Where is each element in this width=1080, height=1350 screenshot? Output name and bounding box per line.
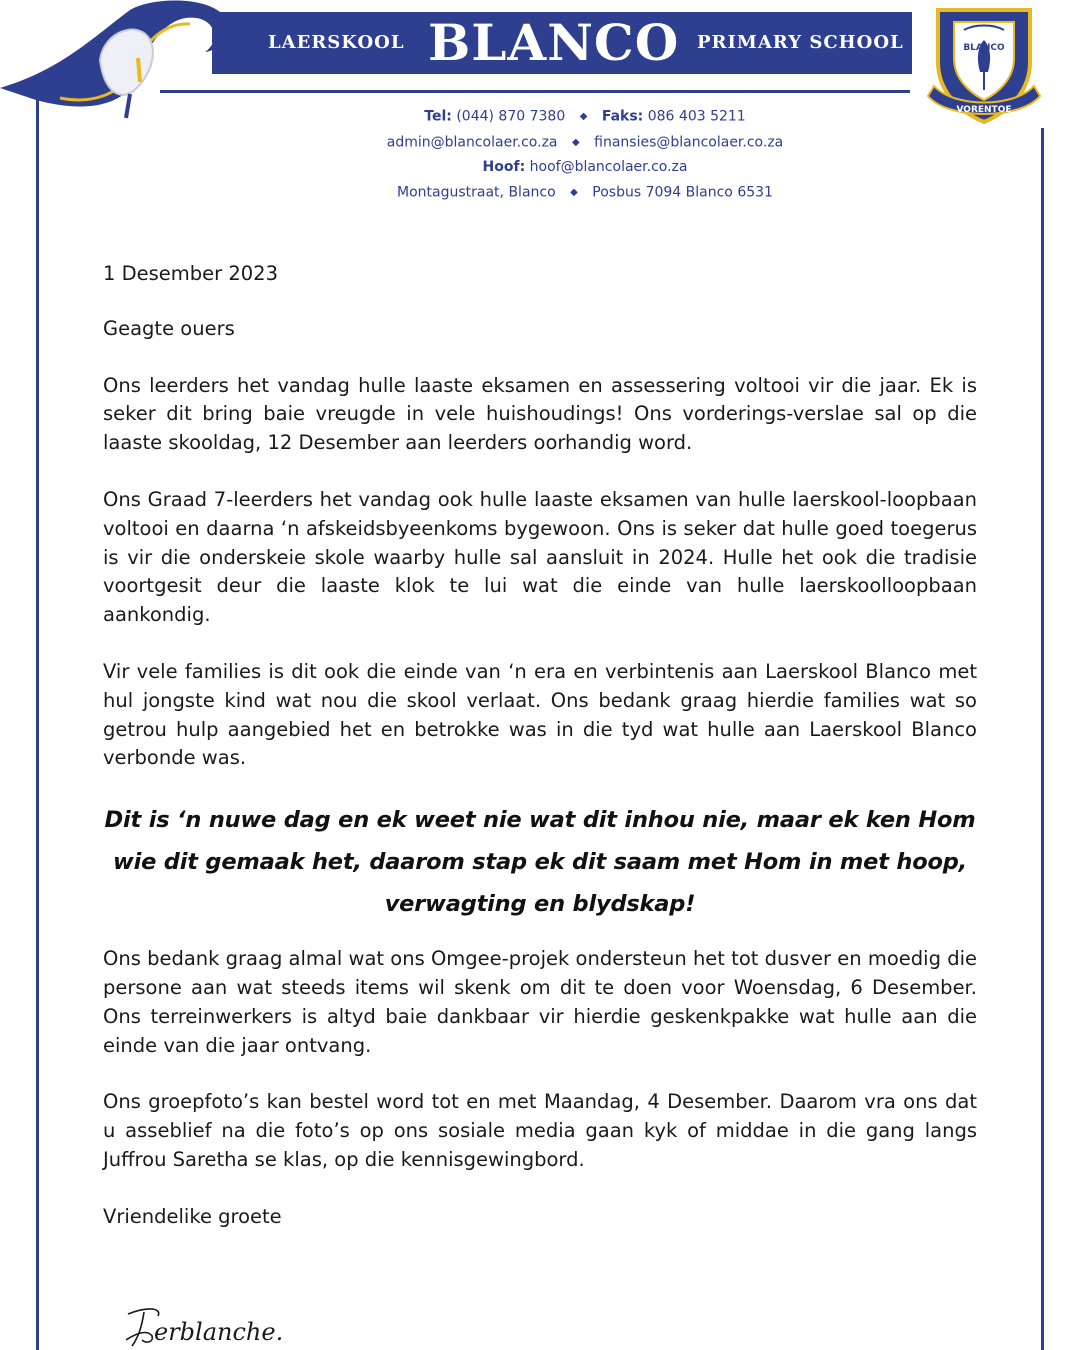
diamond-separator-icon: ◆ [571,136,580,148]
fax-number: 086 403 5211 [647,108,746,125]
paragraph-2: Ons Graad 7-leerders het vandag ook hulle laaste eksamen van hulle laerskool-loopbaan voltooi en daarna ‘n afskeidsbyeenkoms bygewoon. Ons is seker dat hulle goed toegerus is vir die onderskeie skole waarby hulle sal aansluit in 2024. Hulle het ook die tradisie voortgesit deur die laaste klok te lui wat die einde van hulle laerskoolloopbaan aankondig. [103,487,977,627]
letter-salutation: Geagte ouers [103,316,235,340]
header-right-label: PRIMARY SCHOOL [697,32,904,53]
header-banner [212,12,912,74]
letter-closing: Vriendelike groete [103,1204,282,1228]
contact-head-row [300,155,870,180]
paragraph-3: Vir vele families is dit ook die einde van ‘n era en verbintenis aan Laerskool Blanco met hul jongste kind wat nou die skool verlaat. Ons bedank graag hierdie families wat so getrou hulp aangebied het en betrokke was in die tyd wat hulle aan Laerskool Blanco verbonde was. [103,659,977,770]
paragraph-1: Ons leerders het vandag hulle laaste eksamen en assessering voltooi vir die jaar. Ek is seker dit bring baie vreugde in vele huishoudings! Ons vorderings-verslae sal op die laaste skooldag, 12 Desember aan leerders oorhandig word. [103,373,977,455]
diamond-separator-icon: ◆ [579,111,588,122]
finance-email[interactable]: finansies@blancolaer.co.za [594,134,784,150]
frame-right-line [1041,128,1044,1350]
paragraph-4: Ons bedank graag almal wat ons Omgee-projek ondersteun het tot dusver en moedig die persone aan wat steeds items wil skenk om dit te doen voor Woensdag, 6 Desember. Ons terreinwerkers is altyd baie dankbaar vir hierdie geskenkpakke wat hulle aan die einde van die jaar ontvang. [103,947,977,1057]
crest-motto: VORENTOE [956,105,1012,115]
school-name: BLANCO [428,13,680,72]
letter-date: 1 Desember 2023 [103,262,278,285]
diamond-separator-icon: ◆ [570,187,578,198]
tel-label: Tel: [424,108,452,125]
header-left-label: LAERSKOOL [268,32,405,53]
inspirational-quote: Dit is ‘n nuwe dag en ek weet nie wat dit inhou nie, maar ek ken Hom wie dit gemaak het, daarom stap ek dit saam met Hom in met hoop, verwagting en blydskap! [104,807,976,918]
svg-text:erblanche.: erblanche. [154,1318,284,1346]
letter-body [103,260,977,1232]
admin-email[interactable]: admin@blancolaer.co.za [386,134,558,150]
postal-address: Posbus 7094 Blanco 6531 [592,184,773,201]
contact-block [300,104,870,206]
contact-phone-row [300,104,870,130]
tel-number: (044) 870 7380 [456,108,566,125]
head-label: Hoof: [482,159,526,175]
frame-left-line [36,80,39,1350]
crest-top-text: BLANCO [963,43,1005,53]
school-crest [918,0,1050,132]
handwritten-signature [118,1296,298,1350]
fax-label: Faks: [601,108,644,125]
street-address: Montagustraat, Blanco [397,184,556,201]
contact-email-row [300,130,870,156]
head-email[interactable]: hoof@blancolaer.co.za [529,159,688,175]
frame-top-line [160,90,910,93]
contact-address-row [300,180,870,206]
paragraph-5: Ons groepfoto’s kan bestel word tot en met Maandag, 4 Desember. Daarom vra ons dat u asseblief na die foto’s op ons sosiale media gaan kyk of middae in die gang langs Juffrou Saretha se klas, op die kennisgewingbord. [103,1090,977,1171]
